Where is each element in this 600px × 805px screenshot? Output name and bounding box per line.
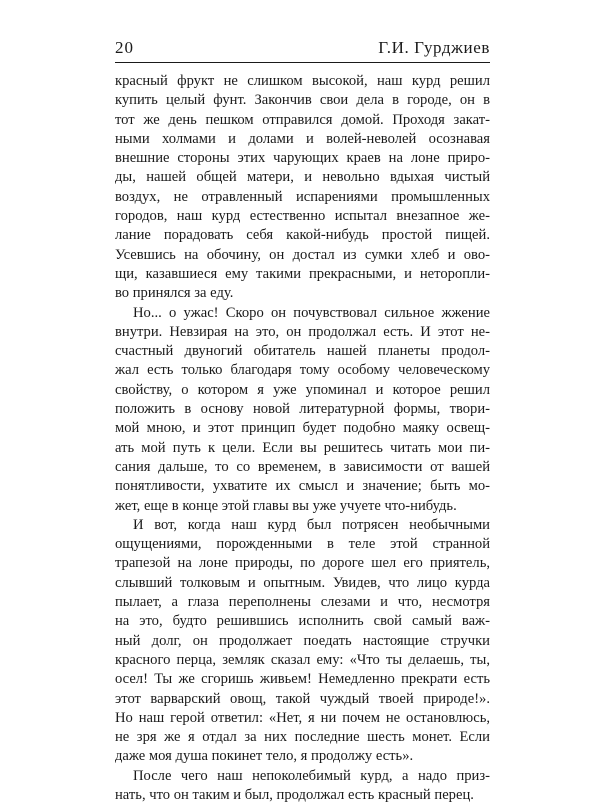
text-line: мой мною, и этот принцип будет подобно маяку освещ- [115,420,490,437]
text-line: городов, наш курд естественно испытал внезапное же- [115,208,490,225]
text-line: этот варварский овощ, такой чуждый твоей природе!». [115,690,490,707]
text-line: ощущениями, порожденными в теле этой странной [115,536,490,553]
text-line: красного перца, земляк сказал ему: «Что ты делаешь, ты, [115,651,490,668]
text-line: слывший толковым и опытным. Увидев, что лицо курда [115,574,490,591]
book-page [115,38,490,805]
text-line: жал есть только благодаря тому особому человеческому [115,362,490,379]
text-line: воздух, не отравленный испарениями промышленных [115,188,490,205]
text-line: Усевшись на обочину, он достал из сумки хлеб и ово- [115,246,490,263]
text-line: нать, что он таким и был, продолжал есть красный перец. [115,786,474,803]
text-line: свойству, о котором я уже упоминал и которое решил [115,381,490,398]
text-line: щи, казавшиеся ему такими прекрасными, и неторопли- [115,265,490,282]
text-line: тот же день пешком отправился домой. Проходя закат- [115,111,490,128]
text-line: После чего наш непоколебимый курд, а надо приз- [133,767,490,784]
text-line: Но... о ужас! Скоро он почувствовал сильное жжение [133,304,490,321]
paragraph [115,304,490,516]
text-line: красный фрукт не слишком высокой, наш курд решил [115,73,490,89]
text-line: внешние стороны этих чарующих краев на лоне приро- [115,150,490,167]
text-line: жет, еще в конце этой главы вы уже учуете что-нибудь. [115,497,457,514]
paragraph [115,767,490,805]
text-line: сания дальше, то со временем, в зависимости от вашей [115,458,490,475]
text-line: ать мой путь к цели. Если вы решитесь читать мои пи- [115,439,490,456]
text-line: не зря же я отдал за них последние шесть монет. Если [115,729,490,746]
text-line: ными холмами и долами и волей-неволей осознавая [115,130,490,147]
text-line: понятливости, ухватите их смысл и значение; быть мо- [115,478,490,495]
paragraph [115,516,490,767]
page-number: 20 [115,38,134,57]
text-line: осел! Ты же сгоришь живьем! Немедленно прекрати есть [115,671,490,688]
paragraph [115,72,490,304]
text-line: положить в основу новой литературной формы, твори- [115,401,490,418]
text-line: пылает, а глаза переполнены слезами и что, несмотря [115,594,490,611]
text-line: И вот, когда наш курд был потрясен необычными [133,516,490,533]
text-line: лание порадовать себя какой-нибудь простой пищей. [115,227,490,244]
header-rule [115,62,490,63]
body-text [115,72,490,805]
running-head [115,38,490,62]
text-line: купить целый фунт. Закончив свои дела в городе, он в [115,92,490,109]
text-line: ный долг, он продолжает поедать настоящие стручки [115,632,490,649]
text-line: даже моя душа покинет тело, я продолжу есть». [115,748,414,765]
text-line: внутри. Невзирая на это, он продолжал есть. И этот не- [115,323,490,340]
text-line: ды, нашей общей матери, и невольно вдыхая чистый [115,169,490,186]
text-line: во принялся за еду. [115,285,234,302]
running-title: Г.И. Гурджиев [378,38,490,57]
text-line: Но наш герой ответил: «Нет, я ни почем не остановлюсь, [115,709,490,726]
text-line: счастный двуногий обитатель нашей планеты продол- [115,343,490,360]
text-line: на это, будто решившись исполнить свой самый важ- [115,613,490,630]
text-line: трапезой на лоне природы, по дороге шел его приятель, [115,555,490,572]
